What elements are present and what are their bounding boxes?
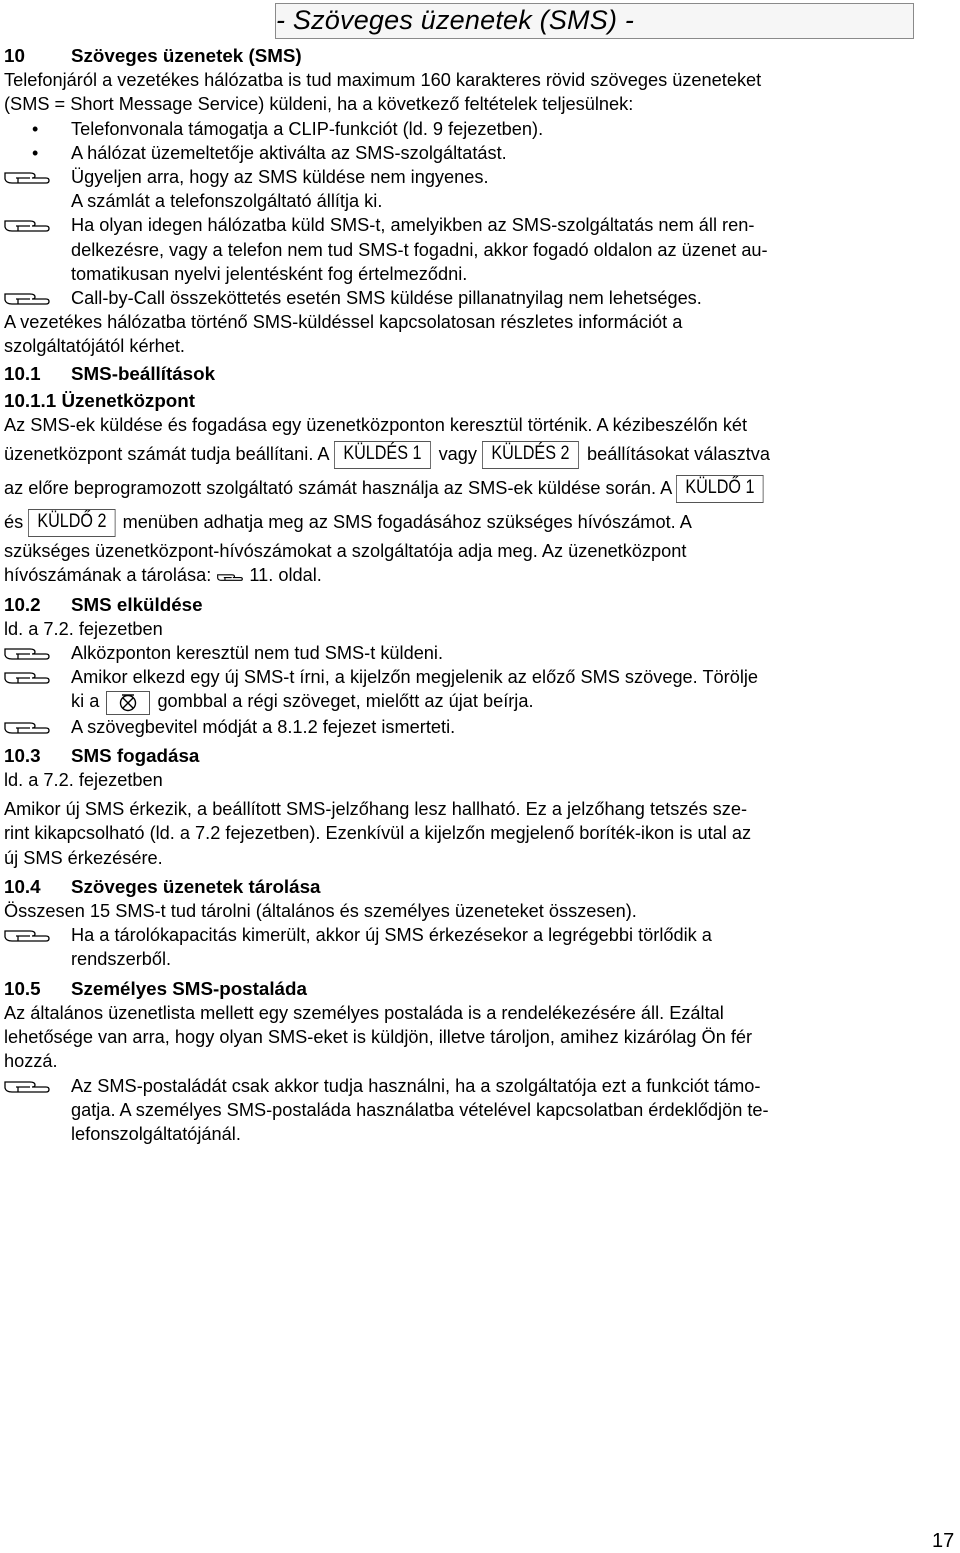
paragraph-line: Összesen 15 SMS-t tud tárolni (általános és személyes üzeneteket összesen).	[4, 901, 637, 922]
section-title: Üzenetközpont	[61, 389, 195, 411]
pointing-hand-icon	[2, 717, 52, 737]
pointing-hand-icon	[216, 570, 244, 584]
bullet-item	[4, 117, 904, 141]
section-number: 10.1.1	[4, 389, 57, 411]
document-body	[4, 44, 904, 1146]
intro-line: (SMS = Short Message Service) küldeni, ha a következő feltételek teljesülnek:	[4, 94, 634, 115]
text-run: vagy	[438, 444, 477, 465]
text-run: menüben adhatja meg az SMS fogadásához szükséges hívószámot. A	[122, 512, 692, 533]
paragraph-line	[4, 437, 904, 471]
section-number: 10.3	[4, 744, 41, 766]
section-number: 10.1	[4, 362, 41, 384]
note-block	[4, 165, 904, 213]
paragraph-line: lehetősége van arra, hogy olyan SMS-eket is küldjön, illetve tároljon, amihez kizárólag Ön fér	[4, 1027, 753, 1048]
paragraph-line	[4, 563, 904, 587]
pointing-hand-icon	[2, 288, 52, 308]
note-text: A számlát a telefonszolgáltató állítja ki.	[71, 191, 383, 212]
text-run: hívószámának a tárolása:	[4, 565, 212, 586]
note-block	[4, 286, 904, 310]
note-text: Ügyeljen arra, hogy az SMS küldése nem ingyenes.	[71, 167, 489, 188]
paragraph-line	[4, 505, 904, 539]
delete-key-icon	[106, 691, 150, 715]
menu-key-kuldo-1: KÜLDŐ 1	[676, 475, 764, 503]
page-number: 17	[932, 1530, 955, 1552]
note-text: Ha olyan idegen hálózatba küld SMS-t, amelyikben az SMS-szolgáltatás nem áll ren-	[71, 215, 755, 236]
note-text: Az SMS-postaládát csak akkor tudja használni, ha a szolgáltatója ezt a funkciót támo-	[71, 1075, 761, 1096]
bullet-dot: •	[32, 118, 39, 139]
section-title: Szöveges üzenetek (SMS)	[71, 45, 302, 66]
note-block	[4, 715, 904, 739]
section-heading-10-1-1	[4, 389, 904, 413]
paragraph-line: szolgáltatójától kérhet.	[4, 336, 185, 357]
page-header-title: - Szöveges üzenetek (SMS) -	[276, 5, 635, 35]
section-number: 10.4	[4, 875, 41, 897]
note-text: Amikor elkezd egy új SMS-t írni, a kijelzőn megjelenik az előző SMS szövege. Törölje	[71, 667, 759, 688]
section-title: Személyes SMS-postaláda	[71, 977, 307, 999]
paragraph-line: hozzá.	[4, 1051, 58, 1072]
paragraph-line: szükséges üzenetközpont-hívószámokat a szolgáltatója adja meg. Az üzenetközpont	[4, 541, 687, 562]
pointing-hand-icon	[2, 215, 52, 235]
section-number: 10.2	[4, 593, 41, 615]
section-heading-10-5	[4, 977, 904, 1001]
note-text: Alközponton keresztül nem tud SMS-t küldeni.	[71, 643, 444, 664]
section-heading-10-1	[4, 362, 904, 386]
paragraph-line	[4, 471, 904, 505]
text-run: ki a	[71, 691, 100, 712]
menu-key-kuldes-1: KÜLDÉS 1	[334, 441, 431, 469]
section-number: 10	[4, 45, 25, 66]
text-run: az előre beprogramozott szolgáltató számát használja az SMS-ek küldése során. A	[4, 478, 672, 499]
page-header	[275, 3, 914, 39]
note-text: gatja. A személyes SMS-postaláda használatba vételével kapcsolatban érdeklődjön te-	[71, 1099, 769, 1120]
pointing-hand-icon	[2, 643, 52, 663]
section-heading-10-3	[4, 744, 904, 768]
note-block	[4, 641, 904, 665]
bullet-text: Telefonvonala támogatja a CLIP-funkciót (ld. 9 fejezetben).	[71, 118, 544, 139]
reference-line: ld. a 7.2. fejezetben	[4, 770, 163, 791]
paragraph-line: Amikor új SMS érkezik, a beállított SMS-jelzőhang lesz hallható. Ez a jelzőhang tetszés sze-	[4, 799, 747, 820]
bullet-item	[4, 141, 904, 165]
section-heading-10-2	[4, 593, 904, 617]
note-text: Ha a tárolókapacitás kimerült, akkor új SMS érkezésekor a legrégebbi törlődik a	[71, 925, 712, 946]
section-heading-10	[4, 44, 904, 68]
pointing-hand-icon	[2, 167, 52, 187]
note-text: Call-by-Call összeköttetés esetén SMS küldése pillanatnyilag nem lehetséges.	[71, 288, 702, 309]
paragraph-line: rint kikapcsolható (ld. a 7.2 fejezetben). Ezenkívül a kijelzőn megjelenő boríték-ikon is utal az	[4, 823, 752, 844]
reference-line: ld. a 7.2. fejezetben	[4, 618, 163, 639]
note-block	[4, 665, 904, 714]
paragraph-line: Az SMS-ek küldése és fogadása egy üzenetközponton keresztül történik. A kézibeszélőn két	[4, 415, 748, 436]
intro-line: Telefonjáról a vezetékes hálózatba is tud maximum 160 karakteres rövid szöveges üzeneteket	[4, 70, 762, 91]
paragraph-line: Az általános üzenetlista mellett egy személyes postaláda is a rendelékezésére áll. Ezáltal	[4, 1002, 724, 1023]
text-run: beállításokat választva	[586, 444, 770, 465]
pointing-hand-icon	[2, 925, 52, 945]
bullet-dot: •	[32, 142, 39, 163]
section-number: 10.5	[4, 977, 41, 999]
note-text: tomatikusan nyelvi jelentésként fog értelmeződni.	[71, 263, 468, 284]
menu-key-kuldo-2: KÜLDŐ 2	[28, 509, 116, 537]
text-run: gombbal a régi szöveget, mielőtt az újat beírja.	[157, 691, 534, 712]
section-title: SMS elküldése	[71, 593, 203, 615]
bullet-text: A hálózat üzemeltetője aktiválta az SMS-szolgáltatást.	[71, 142, 507, 163]
paragraph-line: A vezetékes hálózatba történő SMS-küldéssel kapcsolatosan részletes információt a	[4, 312, 683, 333]
menu-key-kuldes-2: KÜLDÉS 2	[482, 441, 579, 469]
note-block	[4, 923, 904, 971]
section-title: SMS-beállítások	[71, 362, 216, 384]
section-title: Szöveges üzenetek tárolása	[71, 875, 321, 897]
section-heading-10-4	[4, 875, 904, 899]
page-reference: 11. oldal.	[249, 565, 322, 586]
text-run: üzenetközpont számát tudja beállítani. A	[4, 444, 329, 465]
pointing-hand-icon	[2, 667, 52, 687]
note-text: lefonszolgáltatójánál.	[71, 1123, 241, 1144]
section-title: SMS fogadása	[71, 744, 200, 766]
note-text: A szövegbevitel módját a 8.1.2 fejezet ismerteti.	[71, 716, 456, 737]
note-block	[4, 213, 904, 286]
note-text: delkezésre, vagy a telefon nem tud SMS-t fogadni, akkor fogadó oldalon az üzenet au-	[71, 239, 768, 260]
note-text	[71, 689, 904, 714]
paragraph-line: új SMS érkezésére.	[4, 847, 163, 868]
note-text: rendszerből.	[71, 949, 172, 970]
note-block	[4, 1074, 904, 1147]
pointing-hand-icon	[2, 1076, 52, 1096]
text-run: és	[4, 512, 24, 533]
